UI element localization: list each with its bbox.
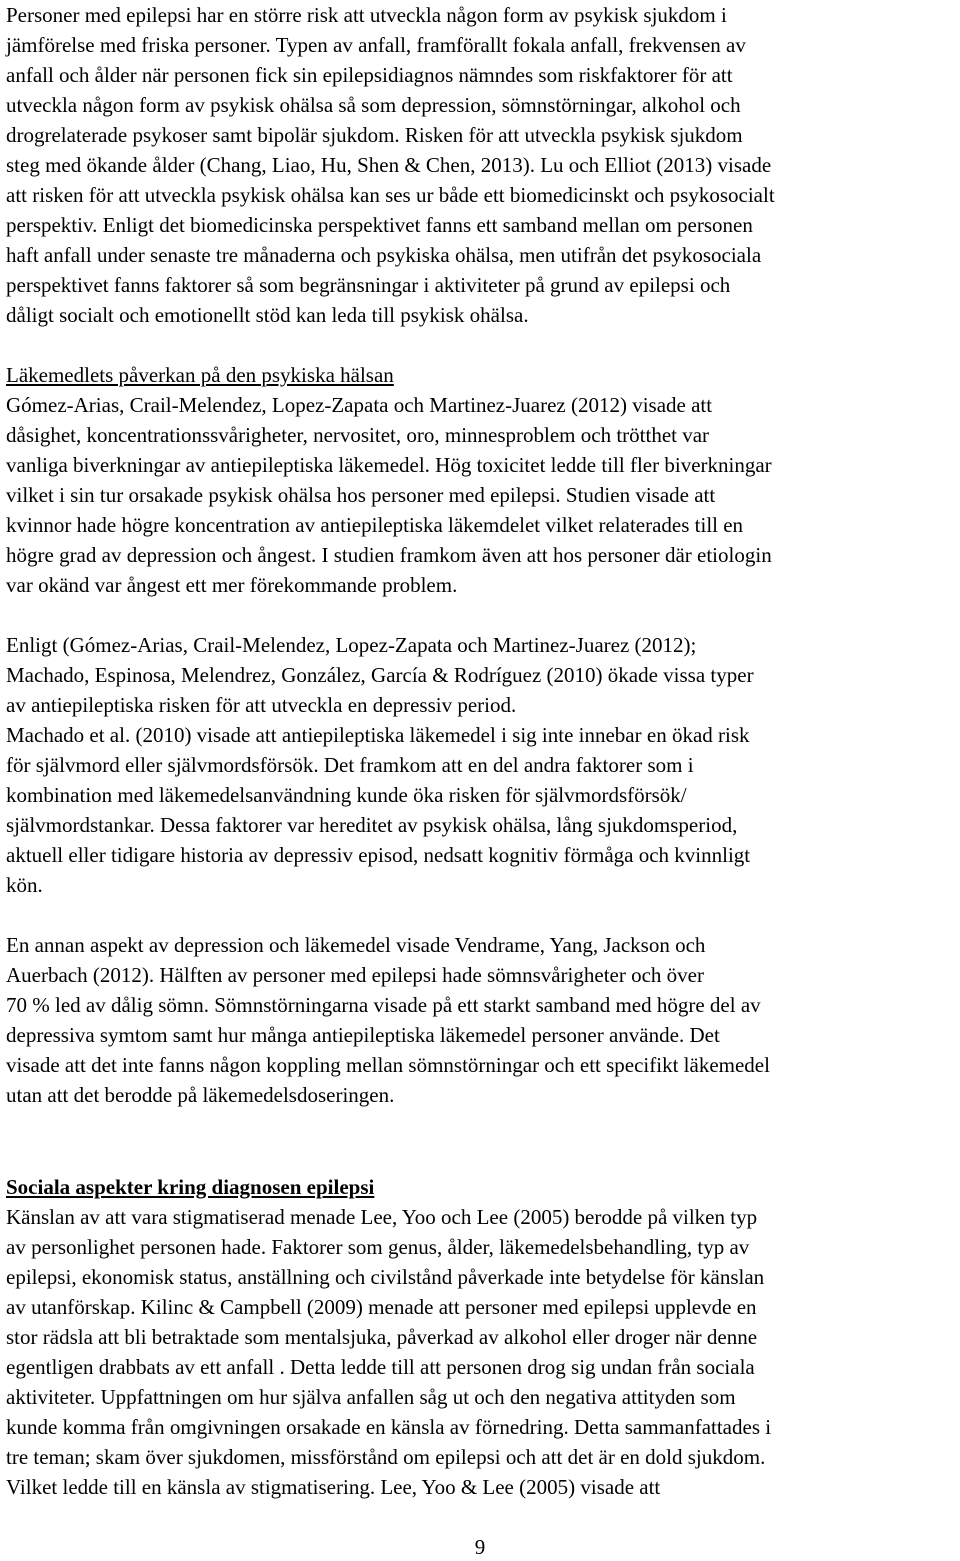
text-line: av personlighet personen hade. Faktorer som genus, ålder, läkemedelsbehandling, typ av [6, 1235, 750, 1259]
text-line: steg med ökande ålder (Chang, Liao, Hu, Shen & Chen, 2013). Lu och Elliot (2013) visade [6, 153, 772, 177]
text-line: Enligt (Gómez-Arias, Crail-Melendez, Lopez-Zapata och Martinez-Juarez (2012); [6, 633, 697, 657]
text-line: perspektivet fanns faktorer så som begränsningar i aktiviteter på grund av epilepsi och [6, 273, 731, 297]
text-line: kunde komma från omgivningen orsakade en känsla av förnedring. Detta sammanfattades i [6, 1415, 772, 1439]
paragraph-spacer [6, 600, 954, 630]
text-line: kön. [6, 873, 43, 897]
text-line: En annan aspekt av depression och läkemedel visade Vendrame, Yang, Jackson och [6, 933, 706, 957]
text-line: vilket i sin tur orsakade psykisk ohälsa hos personer med epilepsi. Studien visade att [6, 483, 716, 507]
text-line: aktuell eller tidigare historia av depressiv episod, nedsatt kognitiv förmåga och kvinnligt [6, 843, 751, 867]
text-line: epilepsi, ekonomisk status, anställning och civilstånd påverkade inte betydelse för känslan [6, 1265, 765, 1289]
text-line: vanliga biverkningar av antiepileptiska läkemedel. Hög toxicitet ledde till fler biverkningar [6, 453, 772, 477]
text-line: att risken för att utveckla psykisk ohälsa kan ses ur både ett biomedicinskt och psykosocialt [6, 183, 775, 207]
text-line: egentligen drabbats av ett anfall . Detta ledde till att personen drog sig undan från sociala [6, 1355, 755, 1379]
section-spacer [6, 1110, 954, 1172]
text-line: av utanförskap. Kilinc & Campbell (2009) menade att personer med epilepsi upplevde en [6, 1295, 757, 1319]
paragraph-stigma-intro [6, 0, 954, 330]
text-line: 70 % led av dålig sömn. Sömnstörningarna visade på ett starkt samband med högre del av [6, 993, 761, 1017]
document-page [6, 0, 954, 1502]
text-line: självmordstankar. Dessa faktorer var hereditet av psykisk ohälsa, lång sjukdomsperiod, [6, 813, 738, 837]
paragraph-depression-risk [6, 630, 954, 900]
text-line: utveckla någon form av psykisk ohälsa så som depression, sömnstörningar, alkohol och [6, 93, 741, 117]
text-line: tre teman; skam över sjukdomen, missförstånd om epilepsi och att det är en dold sjukdom. [6, 1445, 766, 1469]
text-line: var okänd var ångest ett mer förekommande problem. [6, 573, 458, 597]
text-line: Machado et al. (2010) visade att antiepileptiska läkemedel i sig inte innebar en ökad risk [6, 723, 750, 747]
paragraph-social-aspects [6, 1202, 954, 1502]
paragraph-spacer [6, 330, 954, 360]
section-heading-medication: Läkemedlets påverkan på den psykiska hälsan [6, 363, 394, 387]
text-line: depressiva symtom samt hur många antiepileptiska läkemedel personer använde. Det [6, 1023, 720, 1047]
text-line: kvinnor hade högre koncentration av antiepileptiska läkemdelet vilket relaterades till en [6, 513, 744, 537]
text-line: av antiepileptiska risken för att utveckla en depressiv period. [6, 693, 517, 717]
paragraph-sleep [6, 930, 954, 1110]
text-line: jämförelse med friska personer. Typen av anfall, framförallt fokala anfall, frekvensen av [6, 33, 746, 57]
text-line: dåsighet, koncentrationssvårigheter, nervositet, oro, minnesproblem och trötthet var [6, 423, 710, 447]
paragraph-spacer [6, 900, 954, 930]
text-line: drogrelaterade psykoser samt bipolär sjukdom. Risken för att utveckla psykisk sjukdom [6, 123, 743, 147]
text-line: stor rädsla att bli betraktade som mentalsjuka, påverkad av alkohol eller droger när denne [6, 1325, 758, 1349]
text-line: visade att det inte fanns någon koppling mellan sömnstörningar och ett specifikt läkemedel [6, 1053, 770, 1077]
text-line: perspektiv. Enligt det biomedicinska perspektivet fanns ett samband mellan om personen [6, 213, 753, 237]
text-line: Känslan av att vara stigmatiserad menade Lee, Yoo och Lee (2005) berodde på vilken typ [6, 1205, 758, 1229]
page-number: 9 [474, 1535, 486, 1559]
text-line: Vilket ledde till en känsla av stigmatisering. Lee, Yoo & Lee (2005) visade att [6, 1475, 661, 1499]
text-line: anfall och ålder när personen fick sin epilepsidiagnos nämndes som riskfaktorer för att [6, 63, 733, 87]
text-line: utan att det berodde på läkemedelsdoseringen. [6, 1083, 395, 1107]
text-line: Personer med epilepsi har en större risk att utveckla någon form av psykisk sjukdom i [6, 3, 727, 27]
text-line: högre grad av depression och ångest. I studien framkom även att hos personer där etiologin [6, 543, 772, 567]
section-heading-social: Sociala aspekter kring diagnosen epilepsi [6, 1175, 375, 1199]
paragraph-side-effects [6, 390, 954, 600]
text-line: Auerbach (2012). Hälften av personer med epilepsi hade sömnsvårigheter och över [6, 963, 704, 987]
text-line: dåligt socialt och emotionellt stöd kan leda till psykisk ohälsa. [6, 303, 529, 327]
text-line: Machado, Espinosa, Melendrez, González, García & Rodríguez (2010) ökade vissa typer [6, 663, 754, 687]
text-line: haft anfall under senaste tre månaderna och psykiska ohälsa, men utifrån det psykosociala [6, 243, 762, 267]
text-line: för självmord eller självmordsförsök. Det framkom att en del andra faktorer som i [6, 753, 694, 777]
text-line: kombination med läkemedelsanvändning kunde öka risken för självmordsförsök/ [6, 783, 687, 807]
text-line: Gómez-Arias, Crail-Melendez, Lopez-Zapata och Martinez-Juarez (2012) visade att [6, 393, 713, 417]
text-line: aktiviteter. Uppfattningen om hur själva anfallen såg ut och den negativa attityden som [6, 1385, 736, 1409]
